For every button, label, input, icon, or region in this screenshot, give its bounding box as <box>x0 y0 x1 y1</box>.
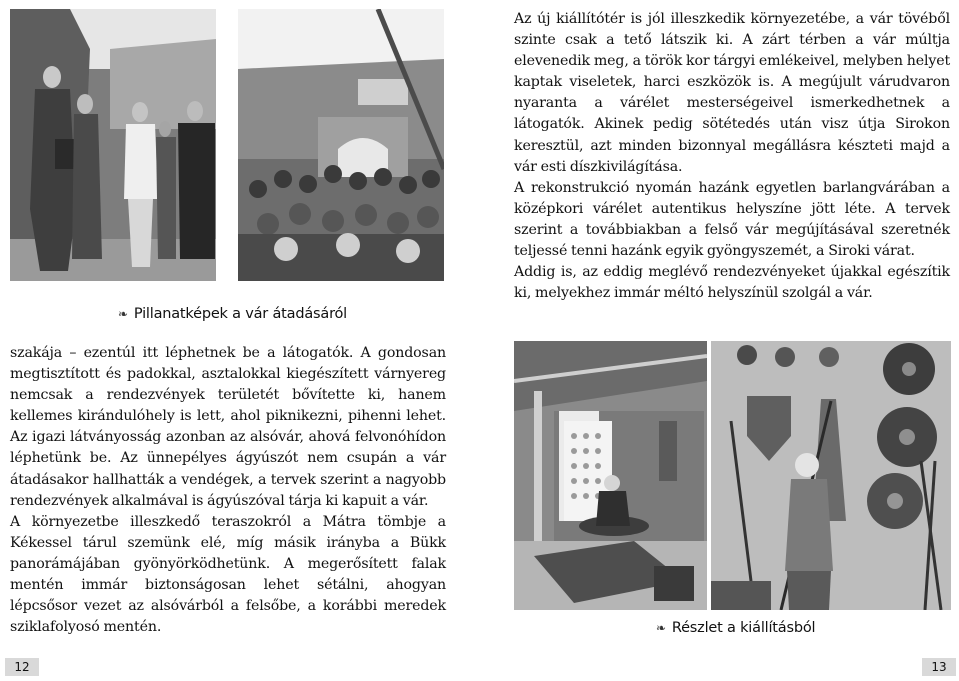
left-column-text <box>10 343 446 638</box>
exhibition-interior-photo <box>514 341 707 610</box>
handshake-icon: ❧ <box>118 307 128 321</box>
handover-caption <box>118 306 347 322</box>
weapons-display-photo <box>711 341 951 610</box>
paragraph: A rekonstrukció nyomán hazánk egyetlen barlangvárában a középkori várélet autentikus helyszíne jött léte. A tervek szerint a továbbiakban a felső vár megújításával szeretnék teljessé tenni hazánk egyik gyöngyszemét, a Siroki várat. <box>514 179 950 260</box>
paragraph: Az új kiállítótér is jól illeszkedik környezetébe, a vár tövéből szinte csak a tető látszik ki. A zárt térben a vár múltja elevenedik meg, a török kor tárgyi emlékeivel, melyben helyet kaptak viseletek, harci eszközök is. A megújult várudvaron nyaranta a várélet mesterségeivel ismerkedhetnek a látogatók. Akinek pedig sötétedés után visz útja Sirokon keresztül, azt minden bizonnyal megállásra készteti majd a vár esti díszkivilágítása. <box>514 11 950 175</box>
right-column-text <box>514 9 950 304</box>
exhibition-caption-text: Részlet a kiállításból <box>671 620 816 636</box>
handshake-icon: ❧ <box>656 621 666 635</box>
paragraph: szakája – ezentúl itt léphetnek be a látogatók. A gondosan megtisztított és padokkal, asztalokkal kiegészített várnyereg nemcsak a rendezvények területét bővítette ki, hanem kellemes kirándulóhely is lett, ahol piknikezni, pihenni lehet. Az igazi látványosság azonban az alsóvár, ahová felvonóhídon léphetünk be. Az ünnepélyes ágyúszót nem csupán a vár átadásakor hallhatták a vendégek, a tervek szerint a nagyobb rendezvények alkalmával is ágyúszóval tárja ki kapuit a vár. <box>10 345 446 509</box>
handover-caption-text: Pillanatképek a vár átadásáról <box>133 306 348 322</box>
page-number-left: 12 <box>5 658 39 676</box>
crowd-at-gate-photo <box>238 9 444 281</box>
ceremony-photo <box>10 9 216 281</box>
exhibition-caption <box>656 620 815 636</box>
paragraph: Addig is, az eddig meglévő rendezvényeket újakkal egészítik ki, melyekhez immár méltó helyszínül szolgál a vár. <box>514 264 950 302</box>
page-number-right: 13 <box>922 658 956 676</box>
paragraph: A környezetbe illeszkedő teraszokról a Mátra tömbje a Kékessel tárul szemünk elé, míg másik irányba a Bükk panorámájában gyönyörködhetünk. A megerősített falak mentén immár biztonságosan lehet sétálni, ahogyan lépcsősor vezet az alsóvárból a felsőbe, a korábbi meredek sziklafolyosó mentén. <box>10 513 446 636</box>
